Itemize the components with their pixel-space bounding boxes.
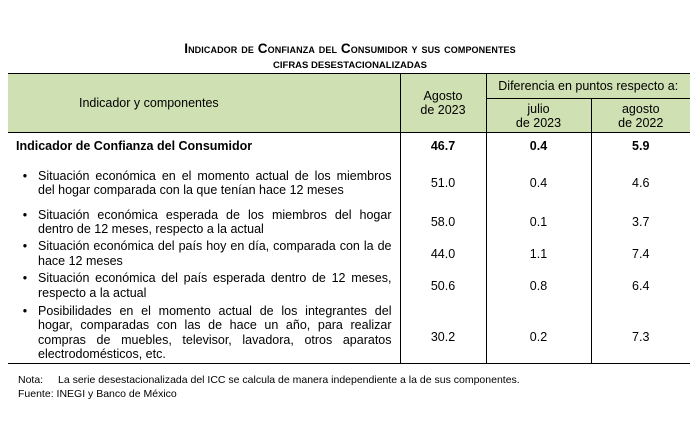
main-row-agosto-2023: 46.7 <box>400 133 486 160</box>
row-julio-2023: 1.1 <box>486 238 591 270</box>
main-row-label: Indicador de Confianza del Consumidor <box>16 139 253 154</box>
footnote <box>18 374 520 386</box>
header-julio-2023: julio de 2023 <box>486 99 591 133</box>
row-label: Situación económica del país esperada dentro de 12 meses, respecto a la actual <box>38 271 392 300</box>
bullet-icon: • <box>22 207 28 222</box>
main-row-julio-2023: 0.4 <box>486 133 591 160</box>
row-agosto-2022: 7.4 <box>591 238 690 270</box>
row-agosto-2023: 51.0 <box>400 160 486 207</box>
row-label: Situación económica esperada de los miembros del hogar dentro de 12 meses, respecto a la actual <box>38 207 392 236</box>
row-agosto-2022: 3.7 <box>591 207 690 238</box>
row-julio-2023: 0.4 <box>486 160 591 207</box>
table-row <box>8 207 690 238</box>
header-agosto-2022: agosto de 2022 <box>591 99 690 133</box>
bullet-icon: • <box>22 271 28 285</box>
row-agosto-2023: 44.0 <box>400 238 486 270</box>
table-row <box>8 238 690 270</box>
table-subtitle: CIFRAS DESESTACIONALIZADAS <box>273 60 427 71</box>
row-agosto-2022: 7.3 <box>591 302 690 364</box>
confidence-table <box>8 73 690 364</box>
source-line: Fuente: INEGI y Banco de México <box>18 388 177 400</box>
row-agosto-2022: 6.4 <box>591 270 690 302</box>
row-agosto-2023: 58.0 <box>400 207 486 238</box>
row-julio-2023: 0.1 <box>486 207 591 238</box>
footnote-text: La serie desestacionalizada del ICC se calcula de manera independiente a la de sus componentes. <box>58 374 520 386</box>
row-label: Situación económica en el momento actual de los miembros del hogar comparada con la que tenían hace 12 meses <box>38 168 392 197</box>
table-title: Indicador de Confianza del Consumidor y sus componentes <box>184 41 516 56</box>
bullet-icon: • <box>22 239 28 253</box>
row-agosto-2023: 50.6 <box>400 270 486 302</box>
footnote-label: Nota: <box>18 374 44 386</box>
row-julio-2023: 0.2 <box>486 302 591 364</box>
row-agosto-2022: 4.6 <box>591 160 690 207</box>
row-agosto-2023: 30.2 <box>400 302 486 364</box>
header-indicador: Indicador y componentes <box>8 74 400 133</box>
main-row-agosto-2022: 5.9 <box>591 133 690 160</box>
table-row <box>8 302 690 364</box>
row-label: Situación económica del país hoy en día, comparada con la de hace 12 meses <box>38 239 392 268</box>
table-row-main <box>8 133 690 160</box>
header-agosto-2023: Agosto de 2023 <box>400 74 486 133</box>
row-label: Posibilidades en el momento actual de los integrantes del hogar, comparadas con las de hace un año, para realizar compras de muebles, televisor, lavadora, otros aparatos electrodomésticos, etc. <box>38 303 392 361</box>
bullet-icon: • <box>22 168 28 183</box>
table-row <box>8 160 690 207</box>
row-julio-2023: 0.8 <box>486 270 591 302</box>
header-diferencia: Diferencia en puntos respecto a: <box>486 74 690 99</box>
table-row <box>8 270 690 302</box>
bullet-icon: • <box>22 303 28 318</box>
